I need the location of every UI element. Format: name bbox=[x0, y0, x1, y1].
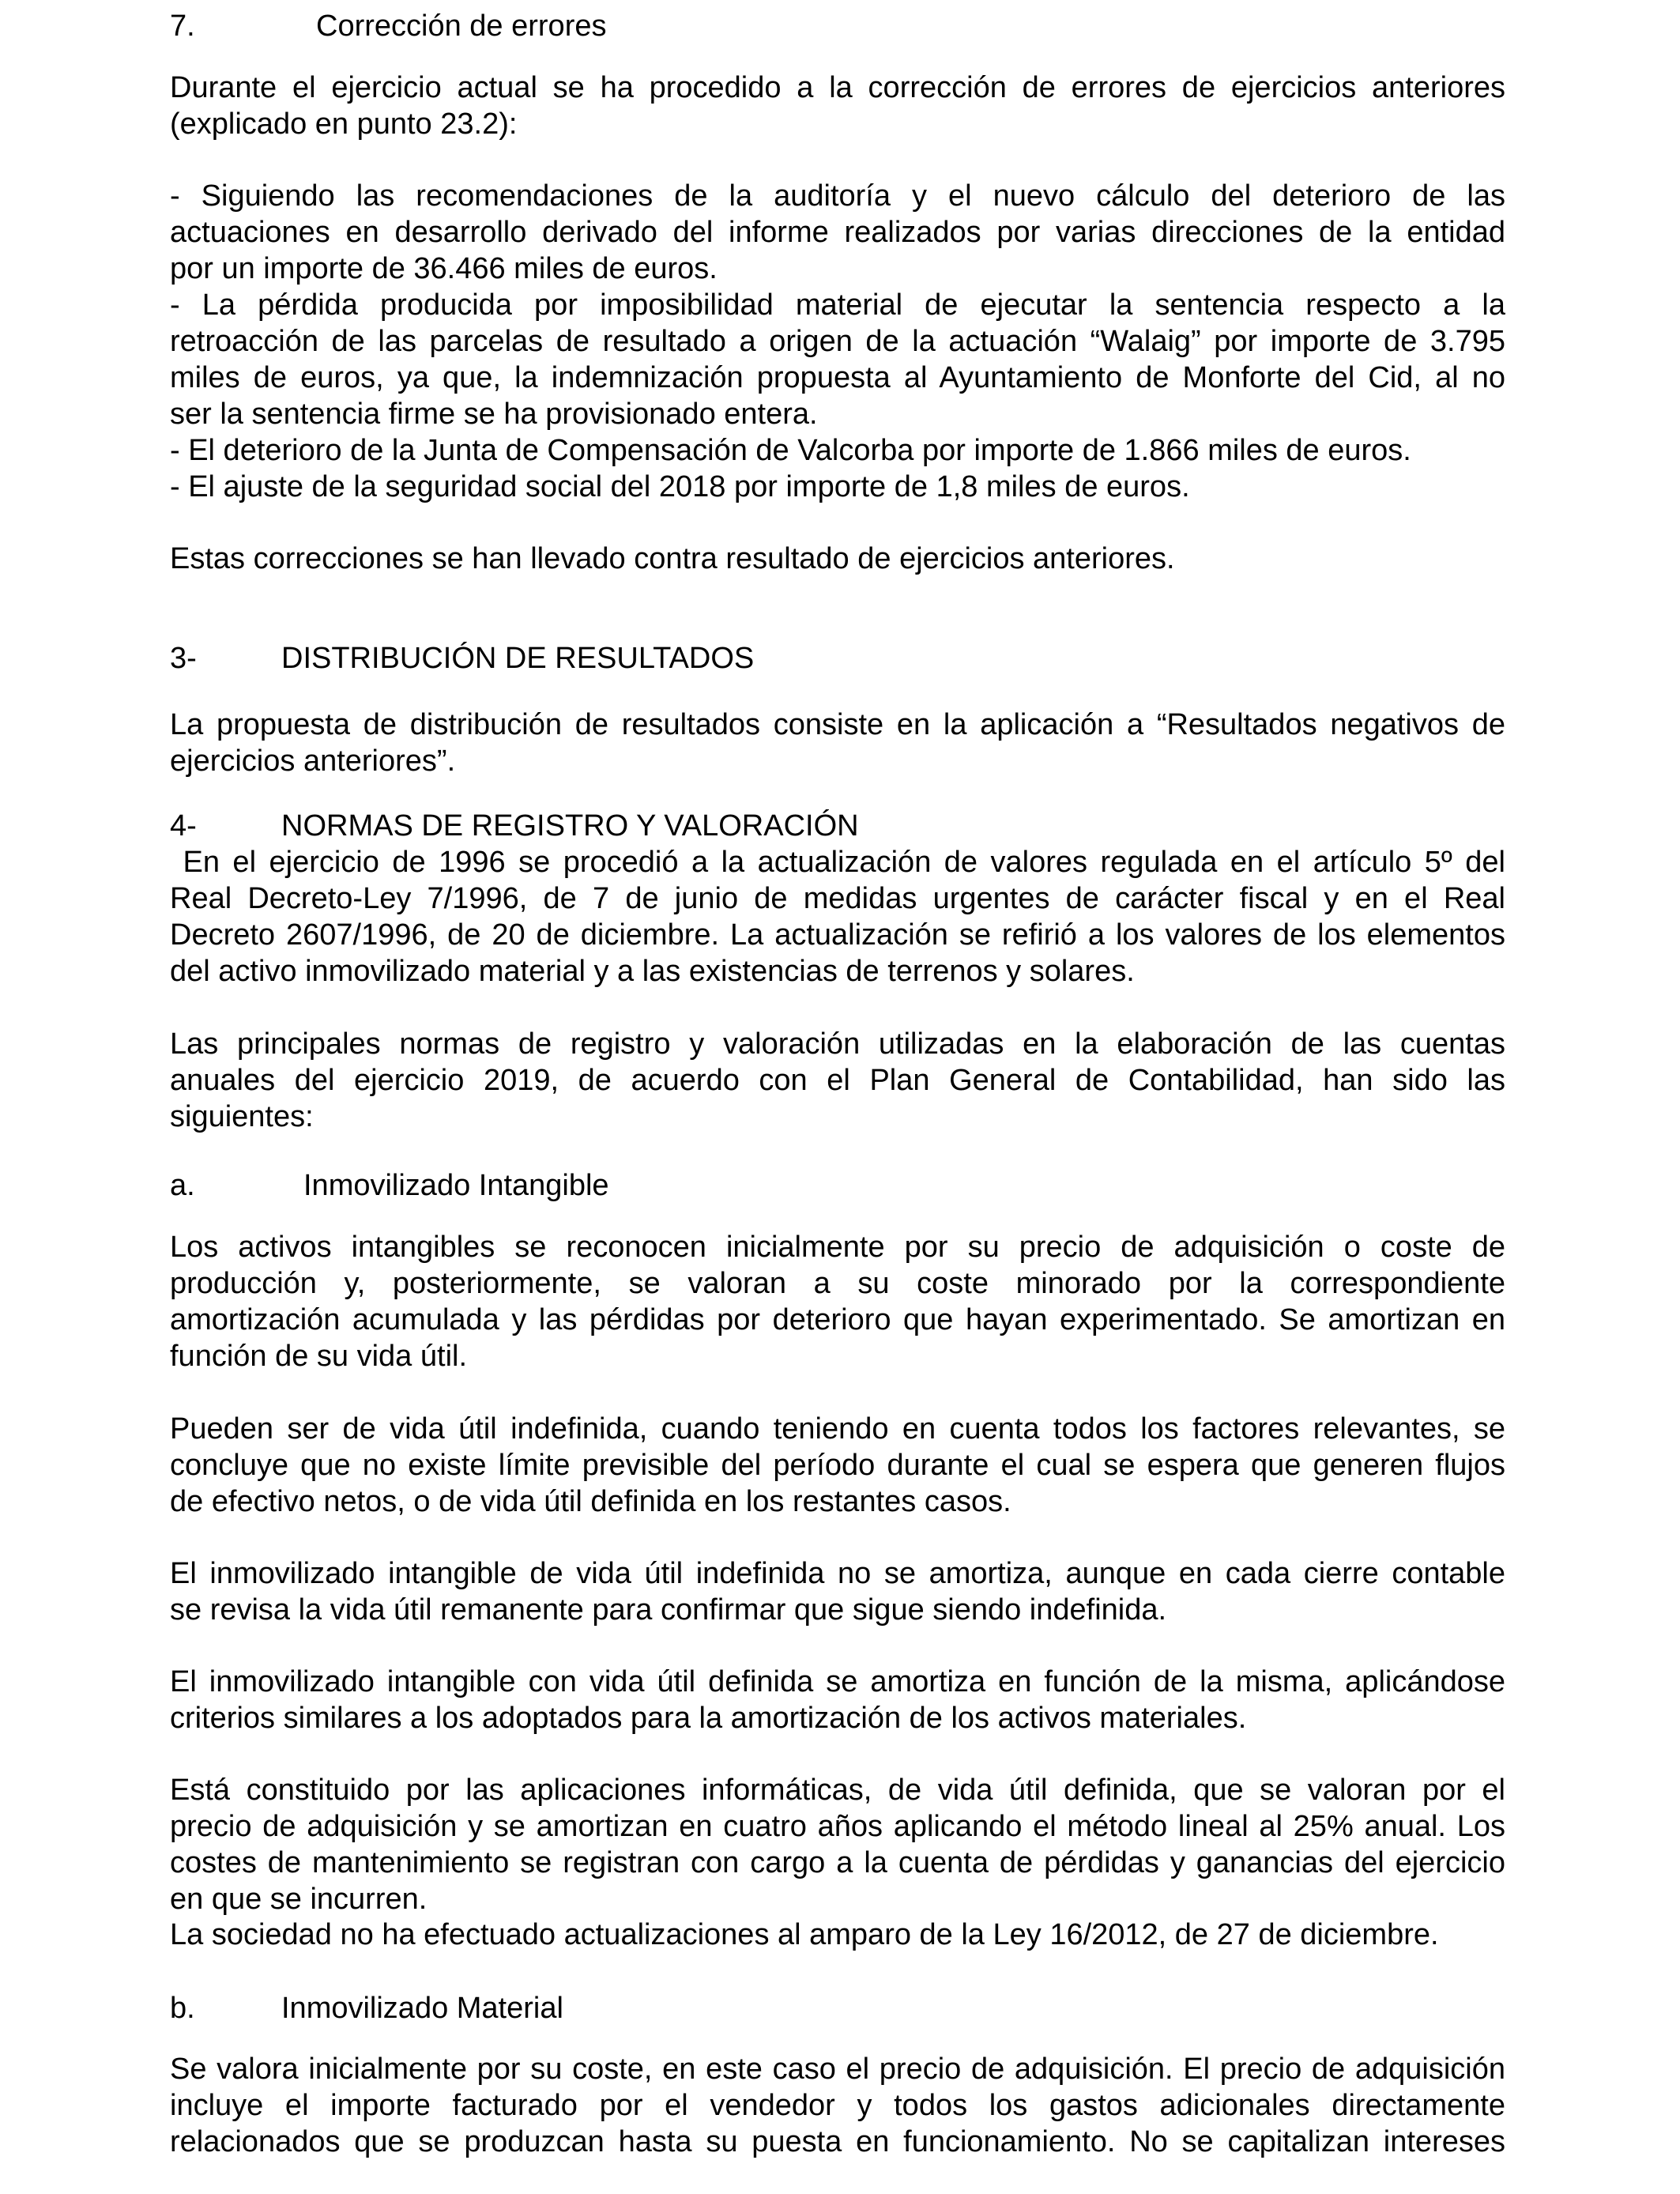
section-7-bullet-2: - La pérdida producida por imposibilidad material de ejecutar la sentencia respecto a la retroacción de las parcelas de resultado a origen de la actuación “Walaig” por importe de 3.795 miles de euros, ya que, la indemnización propuesta al Ayuntamiento de Monforte del Cid, al no ser la sentencia firme se ha provisionado entera. bbox=[170, 288, 1505, 431]
section-7-closing: Estas correcciones se han llevado contra resultado de ejercicios anteriores. bbox=[170, 542, 1175, 575]
section-3-paragraph: La propuesta de distribución de resultados consiste en la aplicación a “Resultados negativos de ejercicios anteriores”. bbox=[170, 708, 1505, 778]
section-4-paragraph-1: En el ejercicio de 1996 se procedió a la actualización de valores regulada en el artículo 5º del Real Decreto-Ley 7/1996, de 7 de junio de medidas urgentes de carácter fiscal y en el Real Decreto 2607/1996, de 20 de diciembre. La actualización se refirió a los valores de los elementos del activo inmovilizado material y a las existencias de terrenos y solares. bbox=[170, 846, 1505, 988]
subsection-a-letter: a. bbox=[170, 1169, 195, 1202]
section-3-title: DISTRIBUCIÓN DE RESULTADOS bbox=[281, 642, 755, 675]
section-7-title: Corrección de errores bbox=[316, 9, 607, 43]
section-7-bullet-3: - El deterioro de la Junta de Compensación de Valcorba por importe de 1.866 miles de euros. bbox=[170, 434, 1411, 467]
subsection-b-title: Inmovilizado Material bbox=[281, 1992, 563, 2025]
section-4-paragraph-2: Las principales normas de registro y valoración utilizadas en la elaboración de las cuentas anuales del ejercicio 2019, de acuerdo con el Plan General de Contabilidad, han sido las siguientes: bbox=[170, 1027, 1505, 1133]
subsection-a-paragraph-6: La sociedad no ha efectuado actualizaciones al amparo de la Ley 16/2012, de 27 de diciembre. bbox=[170, 1918, 1439, 1951]
section-4-title: NORMAS DE REGISTRO Y VALORACIÓN bbox=[281, 809, 859, 843]
section-7-bullet-1: - Siguiendo las recomendaciones de la auditoría y el nuevo cálculo del deterioro de las actuaciones en desarrollo derivado del informe realizados por varias direcciones de la entidad por un importe de 36.466 miles de euros. bbox=[170, 179, 1505, 285]
subsection-b-letter: b. bbox=[170, 1992, 195, 2025]
section-4-number: 4- bbox=[170, 809, 197, 843]
subsection-a-paragraph-5: Está constituido por las aplicaciones informáticas, de vida útil definida, que se valoran por el precio de adquisición y se amortizan en cuatro años aplicando el método lineal al 25% anual. Los costes de mantenimiento se registran con cargo a la cuenta de pérdidas y ganancias del ejercicio en que se incurren. bbox=[170, 1774, 1505, 1916]
subsection-a-paragraph-2: Pueden ser de vida útil indefinida, cuando teniendo en cuenta todos los factores relevantes, se concluye que no existe límite previsible del período durante el cual se espera que generen flujos de efectivo netos, o de vida útil definida en los restantes casos. bbox=[170, 1412, 1505, 1518]
subsection-a-paragraph-4: El inmovilizado intangible con vida útil definida se amortiza en función de la misma, aplicándose criterios similares a los adoptados para la amortización de los activos materiales. bbox=[170, 1665, 1505, 1735]
section-3-number: 3- bbox=[170, 642, 197, 675]
subsection-a-paragraph-3: El inmovilizado intangible de vida útil indefinida no se amortiza, aunque en cada cierre contable se revisa la vida útil remanente para confirmar que sigue siendo indefinida. bbox=[170, 1557, 1505, 1627]
subsection-a-title: Inmovilizado Intangible bbox=[303, 1169, 609, 1202]
subsection-a-paragraph-1: Los activos intangibles se reconocen inicialmente por su precio de adquisición o coste de producción y, posteriormente, se valoran a su coste minorado por la correspondiente amortización acumulada y las pérdidas por deterioro que hayan experimentado. Se amortizan en función de su vida útil. bbox=[170, 1231, 1505, 1373]
section-7-intro: Durante el ejercicio actual se ha procedido a la corrección de errores de ejercicios anteriores (explicado en punto 23.2): bbox=[170, 71, 1505, 141]
subsection-b-paragraph-1: Se valora inicialmente por su coste, en este caso el precio de adquisición. El precio de adquisición incluye el importe facturado por el vendedor y todos los gastos adicionales directamente relacionados que se produzcan hasta su puesta en funcionamiento. No se capitalizan intereses bbox=[170, 2053, 1505, 2158]
section-7-number: 7. bbox=[170, 9, 195, 43]
section-7-bullet-4: - El ajuste de la seguridad social del 2018 por importe de 1,8 miles de euros. bbox=[170, 470, 1190, 503]
